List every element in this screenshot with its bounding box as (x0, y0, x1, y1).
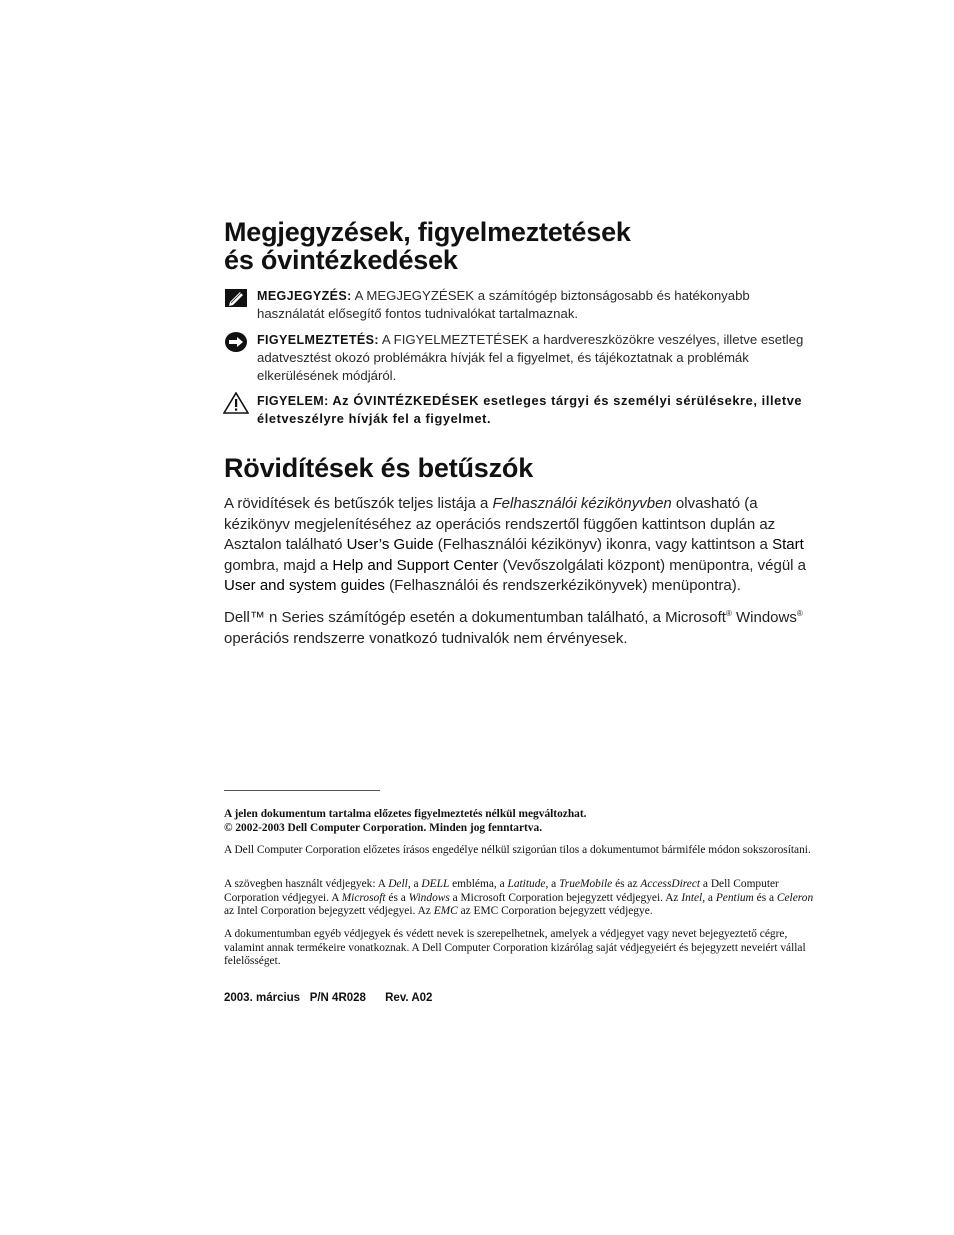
footnote-divider (224, 790, 380, 791)
abbreviations-paragraph (224, 494, 814, 597)
caution-triangle-icon (223, 392, 249, 414)
user-system-guides-ui-term: User and system guides (224, 577, 385, 594)
p2-text-1: Dell™ n Series számítógép esetén a dokumentumban található, a Microsoft (224, 609, 726, 626)
p1-text-1: A rövidítések és betűszók teljes listája a (224, 495, 493, 512)
tm-emc: EMC (433, 905, 458, 917)
tm-text: és az (612, 878, 641, 890)
notice-arrow-icon (224, 331, 248, 353)
tm-celeron: Celeron (776, 891, 814, 904)
tm-text: és a (385, 891, 409, 904)
start-ui-term: Start (772, 536, 804, 553)
tm-pentium: Pentium (715, 891, 754, 904)
notes-heading-line1: Megjegyzések, figyelmeztetések (224, 217, 631, 247)
other-trademarks-paragraph: A dokumentumban egyéb védjegyek és védett nevek is szerepelhetnek, amelyek a védjegyet vagy nevet bejegyeztető cégre, valamint annak termékeire vonatkoznak. A Dell Computer Corporation kizárólag saját védjegyeiért és bejegyzett neveiért vállal felelősséget. (224, 928, 806, 967)
tm-latitude: Latitude (507, 878, 546, 890)
document-footer (224, 992, 432, 1004)
legal-header (224, 808, 819, 835)
caution-block (224, 392, 814, 432)
p2-text-2: Windows (731, 609, 797, 626)
notes-heading-line2: és óvintézkedések (224, 245, 458, 275)
notice-label: FIGYELMEZTETÉS: (257, 333, 379, 347)
tm-text: , a (702, 891, 716, 904)
p1-text-5: (Vevőszolgálati központ) menüpontra, végül a (498, 556, 807, 574)
tm-windows: Windows (408, 891, 450, 904)
p1-text-6: (Felhasználói és rendszerkézikönyvek) menüpontra). (384, 577, 741, 594)
registered-mark: ® (725, 609, 732, 618)
tm-text: és a (753, 891, 777, 904)
revision: Rev. A02 (385, 992, 433, 1004)
notes-heading (224, 218, 631, 274)
p2-text-3: operációs rendszerre vonatkozó tudnivalók nem érvényesek. (224, 629, 628, 647)
reproduction-notice: A Dell Computer Corporation előzetes írásos engedélye nélkül szigorúan tilos a dokumentumot bármiféle módon sokszorosítani. (224, 844, 811, 856)
note-text: A MEGJEGYZÉSEK a számítógép biztonságosabb és hatékonyabb használatát elősegítő fontos tudnivalókat tartalmaznak. (257, 288, 750, 321)
p1-text-3: (Felhasználói kézikönyv) ikonra, vagy kattintson a (433, 536, 773, 553)
copyright-line: © 2002-2003 Dell Computer Corporation. Minden jog fenntartva. (224, 821, 543, 834)
tm-text: , a (407, 878, 422, 890)
caution-label: FIGYELEM: (257, 394, 329, 408)
trademark-paragraph (224, 878, 819, 919)
publication-date: 2003. március (224, 992, 301, 1004)
tm-accessdirect: AccessDirect (640, 878, 701, 890)
part-number: P/N 4R028 (309, 992, 366, 1004)
p1-text-2: olvasható (a kézikönyv megjelenítéséhez az operációs rendszertől függően kattintson duplán az Asztalon található (224, 495, 776, 553)
help-support-ui-term: Help and Support Center (332, 556, 499, 574)
tm-dell-logo: DELL (421, 878, 450, 890)
abbreviations-heading: Rövidítések és betűszók (224, 453, 534, 483)
note-pencil-icon (224, 287, 248, 309)
tm-text: a Dell Computer Corporation védjegyei. A (224, 878, 779, 904)
tm-microsoft: Microsoft (341, 891, 386, 904)
caution-text: Az ÓVINTÉZKEDÉSEK esetleges tárgyi és személyi sérülésekre, illetve életveszélyre hívják fel a figyelmet. (257, 393, 803, 426)
tm-dell: Dell (388, 878, 408, 890)
users-guide-reference: Felhasználói kézikönyvben (492, 495, 672, 512)
n-series-paragraph (224, 608, 814, 649)
tm-text: az Intel Corporation bejegyzett védjegyei. Az (224, 905, 434, 917)
tm-text: A szövegben használt védjegyek: A (224, 878, 389, 890)
tm-truemobile: TrueMobile (559, 878, 613, 890)
tm-text: az EMC Corporation bejegyzett védjegye. (457, 905, 653, 917)
p1-text-4: gombra, majd a (224, 556, 333, 574)
notice-block (224, 331, 814, 387)
tm-text: , a (545, 878, 560, 890)
tm-text: embléma, a (449, 878, 508, 890)
tm-text: a Microsoft Corporation bejegyzett védjegyei. Az (449, 891, 682, 904)
registered-mark: ® (796, 609, 803, 618)
tm-intel: Intel (681, 891, 703, 904)
notice-text: A FIGYELMEZTETÉSEK a hardvereszközökre veszélyes, illetve esetleg adatvesztést okozó problémákra hívják fel a figyelmet, és tájékoztatnak a problémák elkerülésének módjáról. (257, 332, 804, 383)
note-label: MEGJEGYZÉS: (257, 289, 352, 303)
note-block (224, 287, 814, 327)
users-guide-ui-term: User’s Guide (346, 536, 434, 553)
legal-change-notice: A jelen dokumentum tartalma előzetes figyelmeztetés nélkül megváltozhat. (224, 808, 587, 820)
